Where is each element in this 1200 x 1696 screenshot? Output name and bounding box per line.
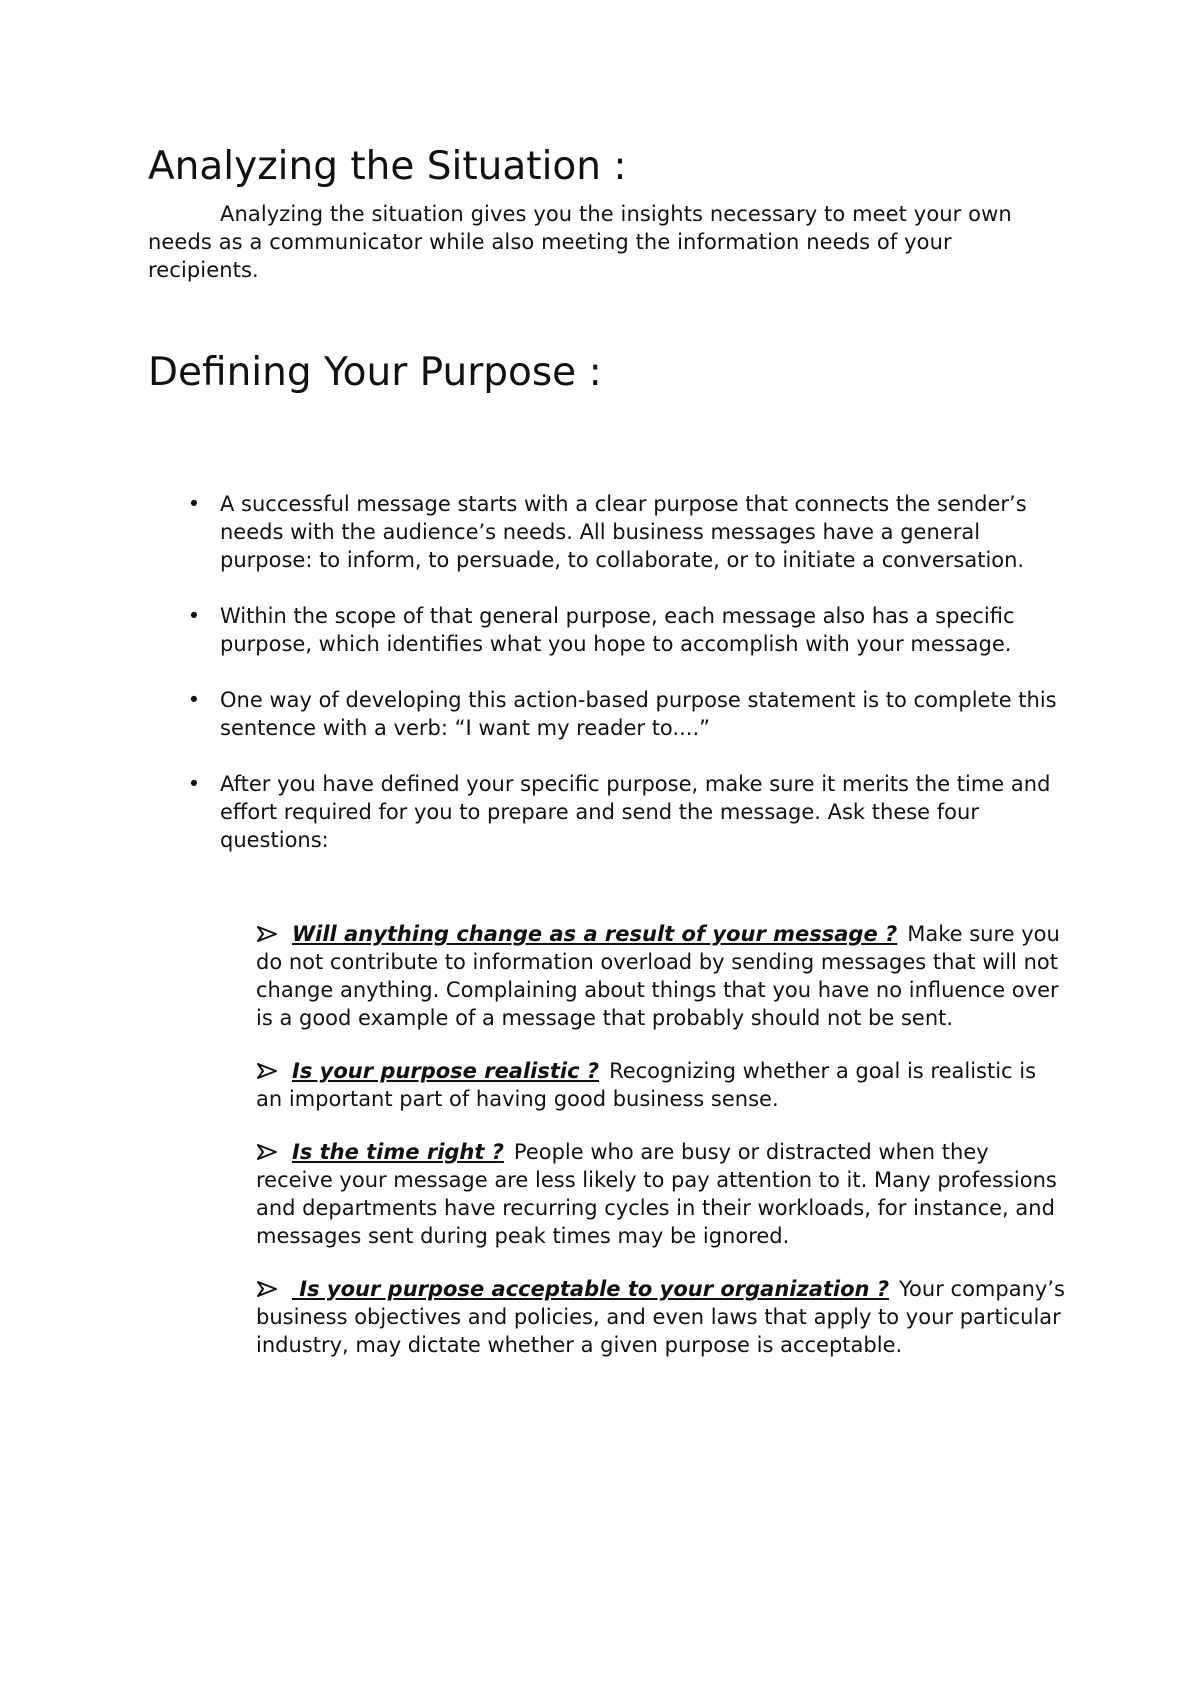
bullet-text: After you have defined your specific purpose, make sure it merits the time and effort required for you to prepare and send the message. Ask these four questions:	[220, 772, 1051, 852]
list-item	[256, 920, 1068, 1032]
question-title: Is your purpose realistic ?	[292, 1059, 600, 1083]
document-content	[148, 140, 1068, 1384]
bullet-dot-icon: •	[187, 772, 201, 796]
bullet-dot-icon: •	[187, 688, 201, 712]
question-title: Is your purpose acceptable to your organization ?	[292, 1277, 890, 1301]
question-title: Will anything change as a result of your message ?	[292, 922, 898, 946]
question-title: Is the time right ?	[292, 1140, 504, 1164]
bullet-dot-icon: •	[187, 492, 201, 516]
list-item	[148, 602, 1068, 658]
list-item	[256, 1275, 1068, 1359]
question-text: Make sure you do not contribute to information overload by sending messages that will not change anything. Complaining about things that you have no influence over is a good example of a message that probably should not be sent.	[256, 922, 1060, 1030]
list-item	[148, 490, 1068, 574]
four-questions-list	[148, 920, 1068, 1359]
arrowhead-bullet-icon	[256, 1281, 278, 1297]
question-text: Recognizing whether a goal is realistic is an important part of having good business sense.	[256, 1059, 1037, 1111]
question-text: People who are busy or distracted when they receive your message are less likely to pay attention to it. Many professions and departments have recurring cycles in their workloads, for instance, and messages sent during peak times may be ignored.	[256, 1140, 1057, 1248]
heading-analyzing-situation: Analyzing the Situation :	[148, 144, 627, 189]
arrowhead-bullet-icon	[256, 926, 278, 942]
purpose-bullet-list	[148, 490, 1068, 854]
question-text: Your company’s business objectives and policies, and even laws that apply to your particular industry, may dictate whether a given purpose is acceptable.	[256, 1277, 1065, 1357]
arrowhead-bullet-icon	[256, 1144, 278, 1160]
list-item	[256, 1057, 1068, 1113]
intro-paragraph: Analyzing the situation gives you the insights necessary to meet your own needs as a communicator while also meeting the information needs of your recipients.	[148, 202, 1012, 282]
list-item	[148, 770, 1068, 854]
arrowhead-bullet-icon	[256, 1063, 278, 1079]
bullet-text: A successful message starts with a clear purpose that connects the sender’s needs with the audience’s needs. All business messages have a general purpose: to inform, to persuade, to collaborate, or to initiate a conversation.	[220, 492, 1027, 572]
bullet-dot-icon: •	[187, 604, 201, 628]
list-item	[256, 1138, 1068, 1250]
bullet-text: Within the scope of that general purpose, each message also has a specific purpose, which identifies what you hope to accomplish with your message.	[220, 604, 1015, 656]
bullet-text: One way of developing this action-based purpose statement is to complete this sentence with a verb: “I want my reader to....”	[220, 688, 1057, 740]
heading-defining-purpose: Defining Your Purpose :	[148, 350, 602, 395]
list-item	[148, 686, 1068, 742]
